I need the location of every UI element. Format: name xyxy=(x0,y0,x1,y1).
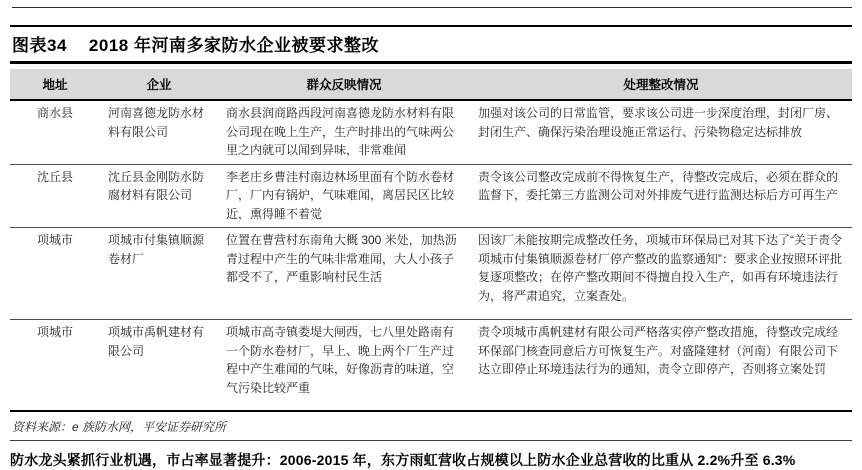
address-cell: 项城市 xyxy=(10,320,100,411)
complaint-cell: 李老庄乡曹洼村南边林场里面有个防水卷材厂，厂内有锅炉，气味难闻，离居民区比较近，熏得睡不着觉 xyxy=(218,164,470,228)
figure-title-bar xyxy=(10,25,852,64)
col-header-company: 企业 xyxy=(100,69,218,100)
company-cell: 河南喜德龙防水材料有限公司 xyxy=(100,100,218,164)
figure-label: 图表34 xyxy=(12,36,67,55)
col-header-action: 处理整改情况 xyxy=(470,69,852,100)
action-cell: 责令该公司整改完成前不得恢复生产，待整改完成后，必须在群众的监督下，委托第三方监测公司对外排废气进行监测达标后方可再生产 xyxy=(470,164,852,228)
top-divider xyxy=(12,7,852,8)
complaint-cell: 位置在曹营村东南角大概 300 米处，加热沥青过程中产生的气味非常难闻，大人小孩子都受不了，严重影响村民生活 xyxy=(218,228,470,320)
address-cell: 沈丘县 xyxy=(10,164,100,228)
table-row xyxy=(10,320,852,411)
report-page xyxy=(0,7,862,470)
table-header-row xyxy=(10,69,852,100)
complaint-cell: 商水县润商路西段河南喜德龙防水材料有限公司现在晚上生产，生产时排出的气味两公里之内就可以闻到异味，非常难闻 xyxy=(218,100,470,164)
table-row xyxy=(10,100,852,164)
action-cell: 加强对该公司的日常监管，要求该公司进一步深度治理，封闭厂房、封闭生产、确保污染治理设施正常运行、污染物稳定达标排放 xyxy=(470,100,852,164)
figure-title: 2018 年河南多家防水企业被要求整改 xyxy=(88,36,379,55)
source-note: 资料来源：e 族防水网，平安证券研究所 xyxy=(10,412,852,441)
table-row xyxy=(10,228,852,320)
body-paragraph: 防水龙头紧抓行业机遇，市占率显著提升：2006-2015 年，东方雨虹营收占规模以上防水企业总营收的比重从 2.2%升至 6.3% xyxy=(10,451,796,468)
col-header-complaint: 群众反映情况 xyxy=(218,69,470,100)
rectification-table xyxy=(10,69,852,412)
address-cell: 商水县 xyxy=(10,100,100,164)
company-cell: 项城市禹帆建材有限公司 xyxy=(100,320,218,411)
company-cell: 沈丘县金刚防水防腐材料有限公司 xyxy=(100,164,218,228)
table-row xyxy=(10,164,852,228)
complaint-cell: 项城市高寺镇娄堤大闸西，七八里处路南有一个防水卷材厂，早上、晚上两个厂生产过程中产生难闻的气味，好像沥青的味道，空气污染比较严重 xyxy=(218,320,470,411)
address-cell: 项城市 xyxy=(10,228,100,320)
action-cell: 责令项城市禹帆建材有限公司严格落实停产整改措施，待整改完成经环保部门核查同意后方可恢复生产。对盛隆建材（河南）有限公司下达立即停止环境违法行为的通知，责令立即停产，否则将立案处罚 xyxy=(470,320,852,411)
company-cell: 项城市付集镇顺源卷材厂 xyxy=(100,228,218,320)
action-cell: 因该厂未能按期完成整改任务，项城市环保局已对其下达了“关于责令项城市付集镇顺源卷材厂停产整改的监察通知”：要求企业按照环评批复逐项整改；在停产整改期间不得擅自投入生产，如再有环境违法行为，将严肃追究，立案查处。 xyxy=(470,228,852,320)
col-header-address: 地址 xyxy=(10,69,100,100)
